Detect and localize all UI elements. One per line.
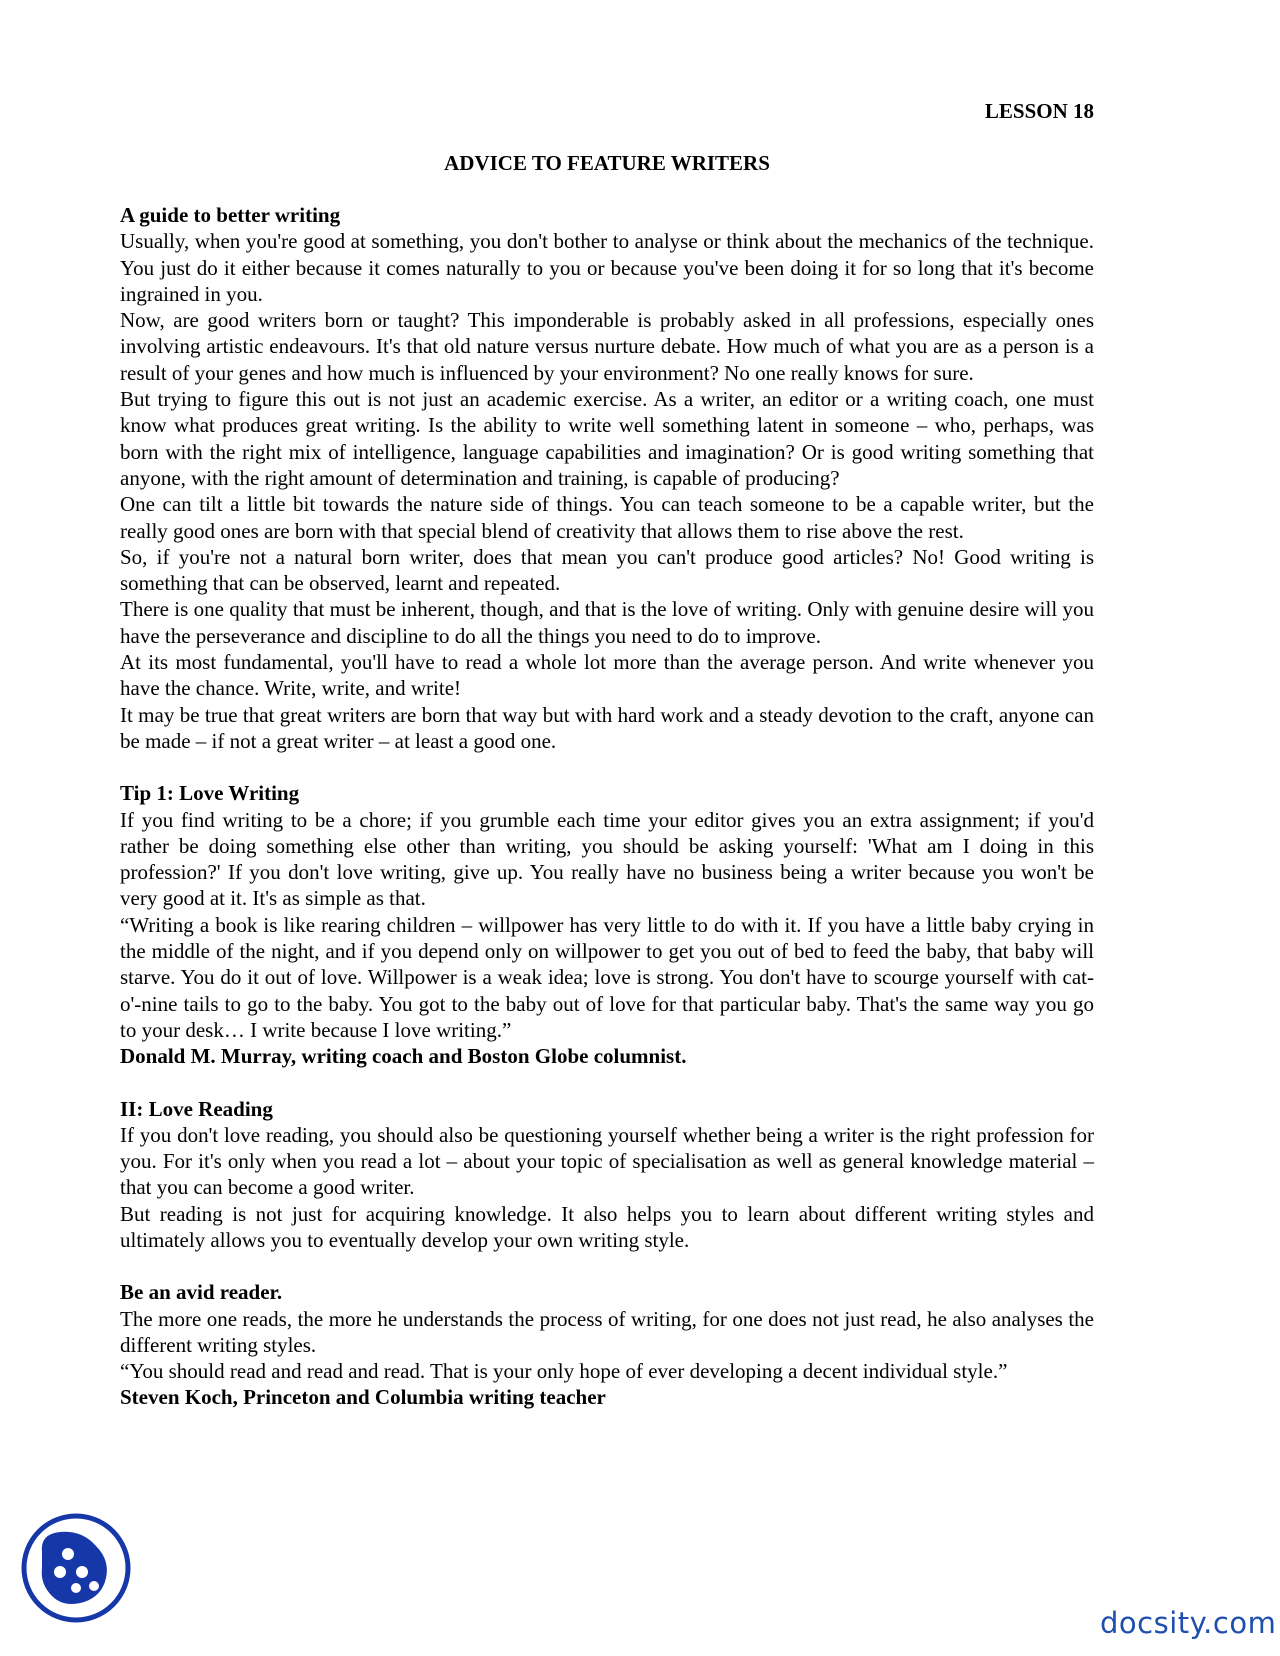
paragraph: If you don't love reading, you should also be questioning yourself whether being a writer is the right profession for you. For it's only when you read a lot – about your topic of specialisation as well as general knowledge material – that you can become a good writer. [120, 1122, 1094, 1200]
paragraph: But reading is not just for acquiring knowledge. It also helps you to learn about different writing styles and ultimately allows you to eventually develop your own writing style. [120, 1201, 1094, 1252]
paragraph: At its most fundamental, you'll have to read a whole lot more than the average person. And write whenever you have the chance. Write, write, and write! [120, 650, 1094, 701]
section-heading-tip1: Tip 1: Love Writing [120, 781, 300, 806]
paragraph: It may be true that great writers are born that way but with hard work and a steady devotion to the craft, anyone can be made – if not a great writer – at least a good one. [120, 702, 1094, 753]
paragraph: If you find writing to be a chore; if you grumble each time your editor gives you an extra assignment; if you'd rather be doing something else other than writing, you should be asking yourself: 'What am I doing in this profession?' If you don't love writing, give up. You really have no business being a writer because you won't be very good at it. It's as simple as that. [120, 807, 1094, 911]
document-page [120, 98, 1094, 1411]
paragraph: But trying to figure this out is not just an academic exercise. As a writer, an editor or a writing coach, one must know what produces great writing. Is the ability to write well something latent in someone – who, perhaps, was born with the right mix of intelligence, language capabilities and imagination? Or is good writing something that anyone, with the right amount of determination and training, is capable of producing? [120, 387, 1094, 490]
quote-paragraph: “You should read and read and read. That is your only hope of ever developing a decent individual style.” [120, 1359, 1008, 1384]
paragraph: So, if you're not a natural born writer, does that mean you can't produce good articles? No! Good writing is something that can be observed, learnt and repeated. [120, 544, 1094, 596]
paragraph: Now, are good writers born or taught? This imponderable is probably asked in all professions, especially ones involving artistic endeavours. It's that old nature versus nurture debate. How much of what you are as a person is a result of your genes and how much is influenced by your environment? No one really knows for sure. [120, 308, 1094, 385]
paragraph: The more one reads, the more he understands the process of writing, for one does not just read, he also analyses the different writing styles. [120, 1306, 1094, 1357]
docsity-logo-icon[interactable] [20, 1512, 132, 1624]
section-heading-guide: A guide to better writing [120, 203, 341, 227]
paragraph: There is one quality that must be inherent, though, and that is the love of writing. Only with genuine desire will you have the perseverance and discipline to do all the things you need to do to improve. [120, 597, 1094, 648]
section-heading-avid-reader: Be an avid reader. [120, 1280, 283, 1305]
paragraph: Usually, when you're good at something, you don't bother to analyse or think about the mechanics of the technique. You just do it either because it comes naturally to you or because you've been doing it for so long that it's become ingrained in you. [120, 229, 1094, 306]
quote-paragraph: “Writing a book is like rearing children – willpower has very little to do with it. If you have a little baby crying in the middle of the night, and if you depend only on willpower to get you out of bed to feed the baby, that baby will starve. You do it out of love. Willpower is a weak idea; love is strong. You don't have to scourge yourself with cat-o'-nine tails to go to the baby. You got to the baby out of love for that particular baby. That's the same way you go to your desk… I write because I love writing.” [120, 912, 1094, 1042]
paragraph: One can tilt a little bit towards the nature side of things. You can teach someone to be a capable writer, but the really good ones are born with that special blend of creativity that allows them to rise above the rest. [120, 492, 1094, 543]
lesson-number: LESSON 18 [984, 99, 1094, 123]
section-heading-tip2: II: Love Reading [120, 1096, 273, 1121]
docsity-brand-link[interactable]: docsity.com [1100, 1606, 1277, 1640]
quote-attribution: Donald M. Murray, writing coach and Boston Globe columnist. [120, 1044, 687, 1069]
document-title: ADVICE TO FEATURE WRITERS [444, 151, 770, 175]
quote-attribution: Steven Koch, Princeton and Columbia writing teacher [120, 1385, 606, 1410]
